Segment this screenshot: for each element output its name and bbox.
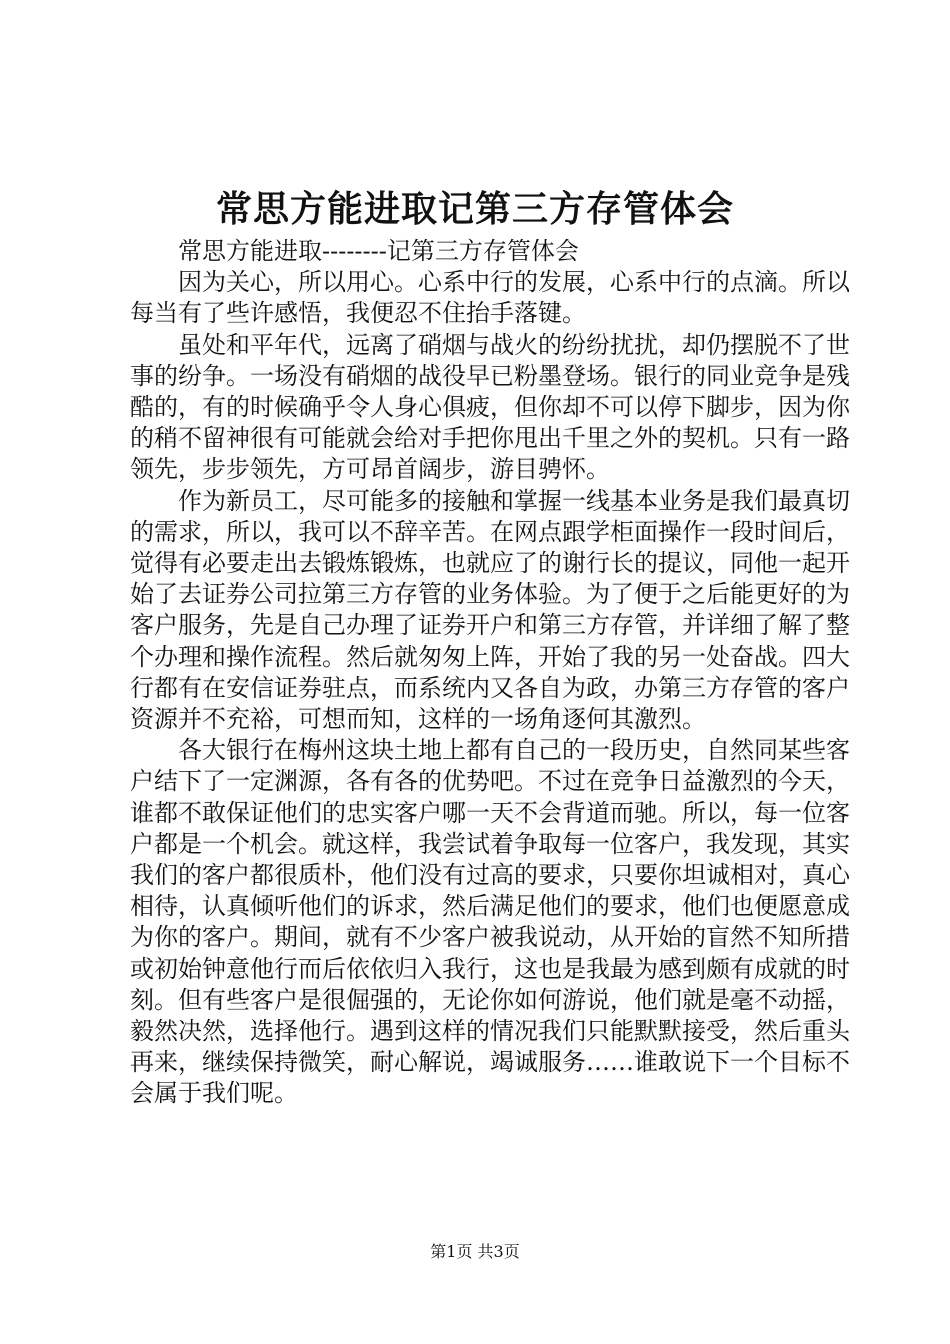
body-paragraph: 虽处和平年代，远离了硝烟与战火的纷纷扰扰，却仍摆脱不了世事的纷争。一场没有硝烟的战役早已粉墨登场。银行的同业竞争是残酷的，有的时候确乎令人身心俱疲，但你却不可以停下脚步，因为你的稍不留神很有可能就会给对手把你甩出千里之外的契机。只有一路领先，步步领先，方可昂首阔步，游目骋怀。	[130, 330, 850, 484]
document-body	[130, 236, 850, 1110]
body-paragraph: 因为关心，所以用心。心系中行的发展，心系中行的点滴。所以每当有了些许感悟，我便忍不住抬手落键。	[130, 268, 850, 328]
body-paragraph: 各大银行在梅州这块土地上都有自己的一段历史，自然同某些客户结下了一定渊源，各有各的优势吧。不过在竞争日益激烈的今天，谁都不敢保证他们的忠实客户哪一天不会背道而驰。所以，每一位客户都是一个机会。就这样，我尝试着争取每一位客户，我发现，其实我们的客户都很质朴，他们没有过高的要求，只要你坦诚相对，真心相待，认真倾听他们的诉求，然后满足他们的要求，他们也便愿意成为你的客户。期间，就有不少客户被我说动，从开始的盲然不知所措或初始钟意他行而后依依归入我行，这也是我最为感到颇有成就的时刻。但有些客户是很倔强的，无论你如何游说，他们就是毫不动摇，毅然决然，选择他行。遇到这样的情况我们只能默默接受，然后重头再来，继续保持微笑，耐心解说，竭诚服务……谁敢说下一个目标不会属于我们呢。	[130, 736, 850, 1108]
body-paragraph: 作为新员工，尽可能多的接触和掌握一线基本业务是我们最真切的需求，所以，我可以不辞辛苦。在网点跟学柜面操作一段时间后，觉得有必要走出去锻炼锻炼，也就应了的谢行长的提议，同他一起开始了去证券公司拉第三方存管的业务体验。为了便于之后能更好的为客户服务，先是自己办理了证券开户和第三方存管，并详细了解了整个办理和操作流程。然后就匆匆上阵，开始了我的另一处奋战。四大行都有在安信证券驻点，而系统内又各自为政，办第三方存管的客户资源并不充裕，可想而知，这样的一场角逐何其激烈。	[130, 486, 850, 734]
page-footer: 第1页 共3页	[430, 1242, 520, 1261]
subtitle-paragraph: 常思方能进取--------记第三方存管体会	[178, 237, 579, 265]
document-title: 常思方能进取记第三方存管体会	[215, 188, 734, 230]
